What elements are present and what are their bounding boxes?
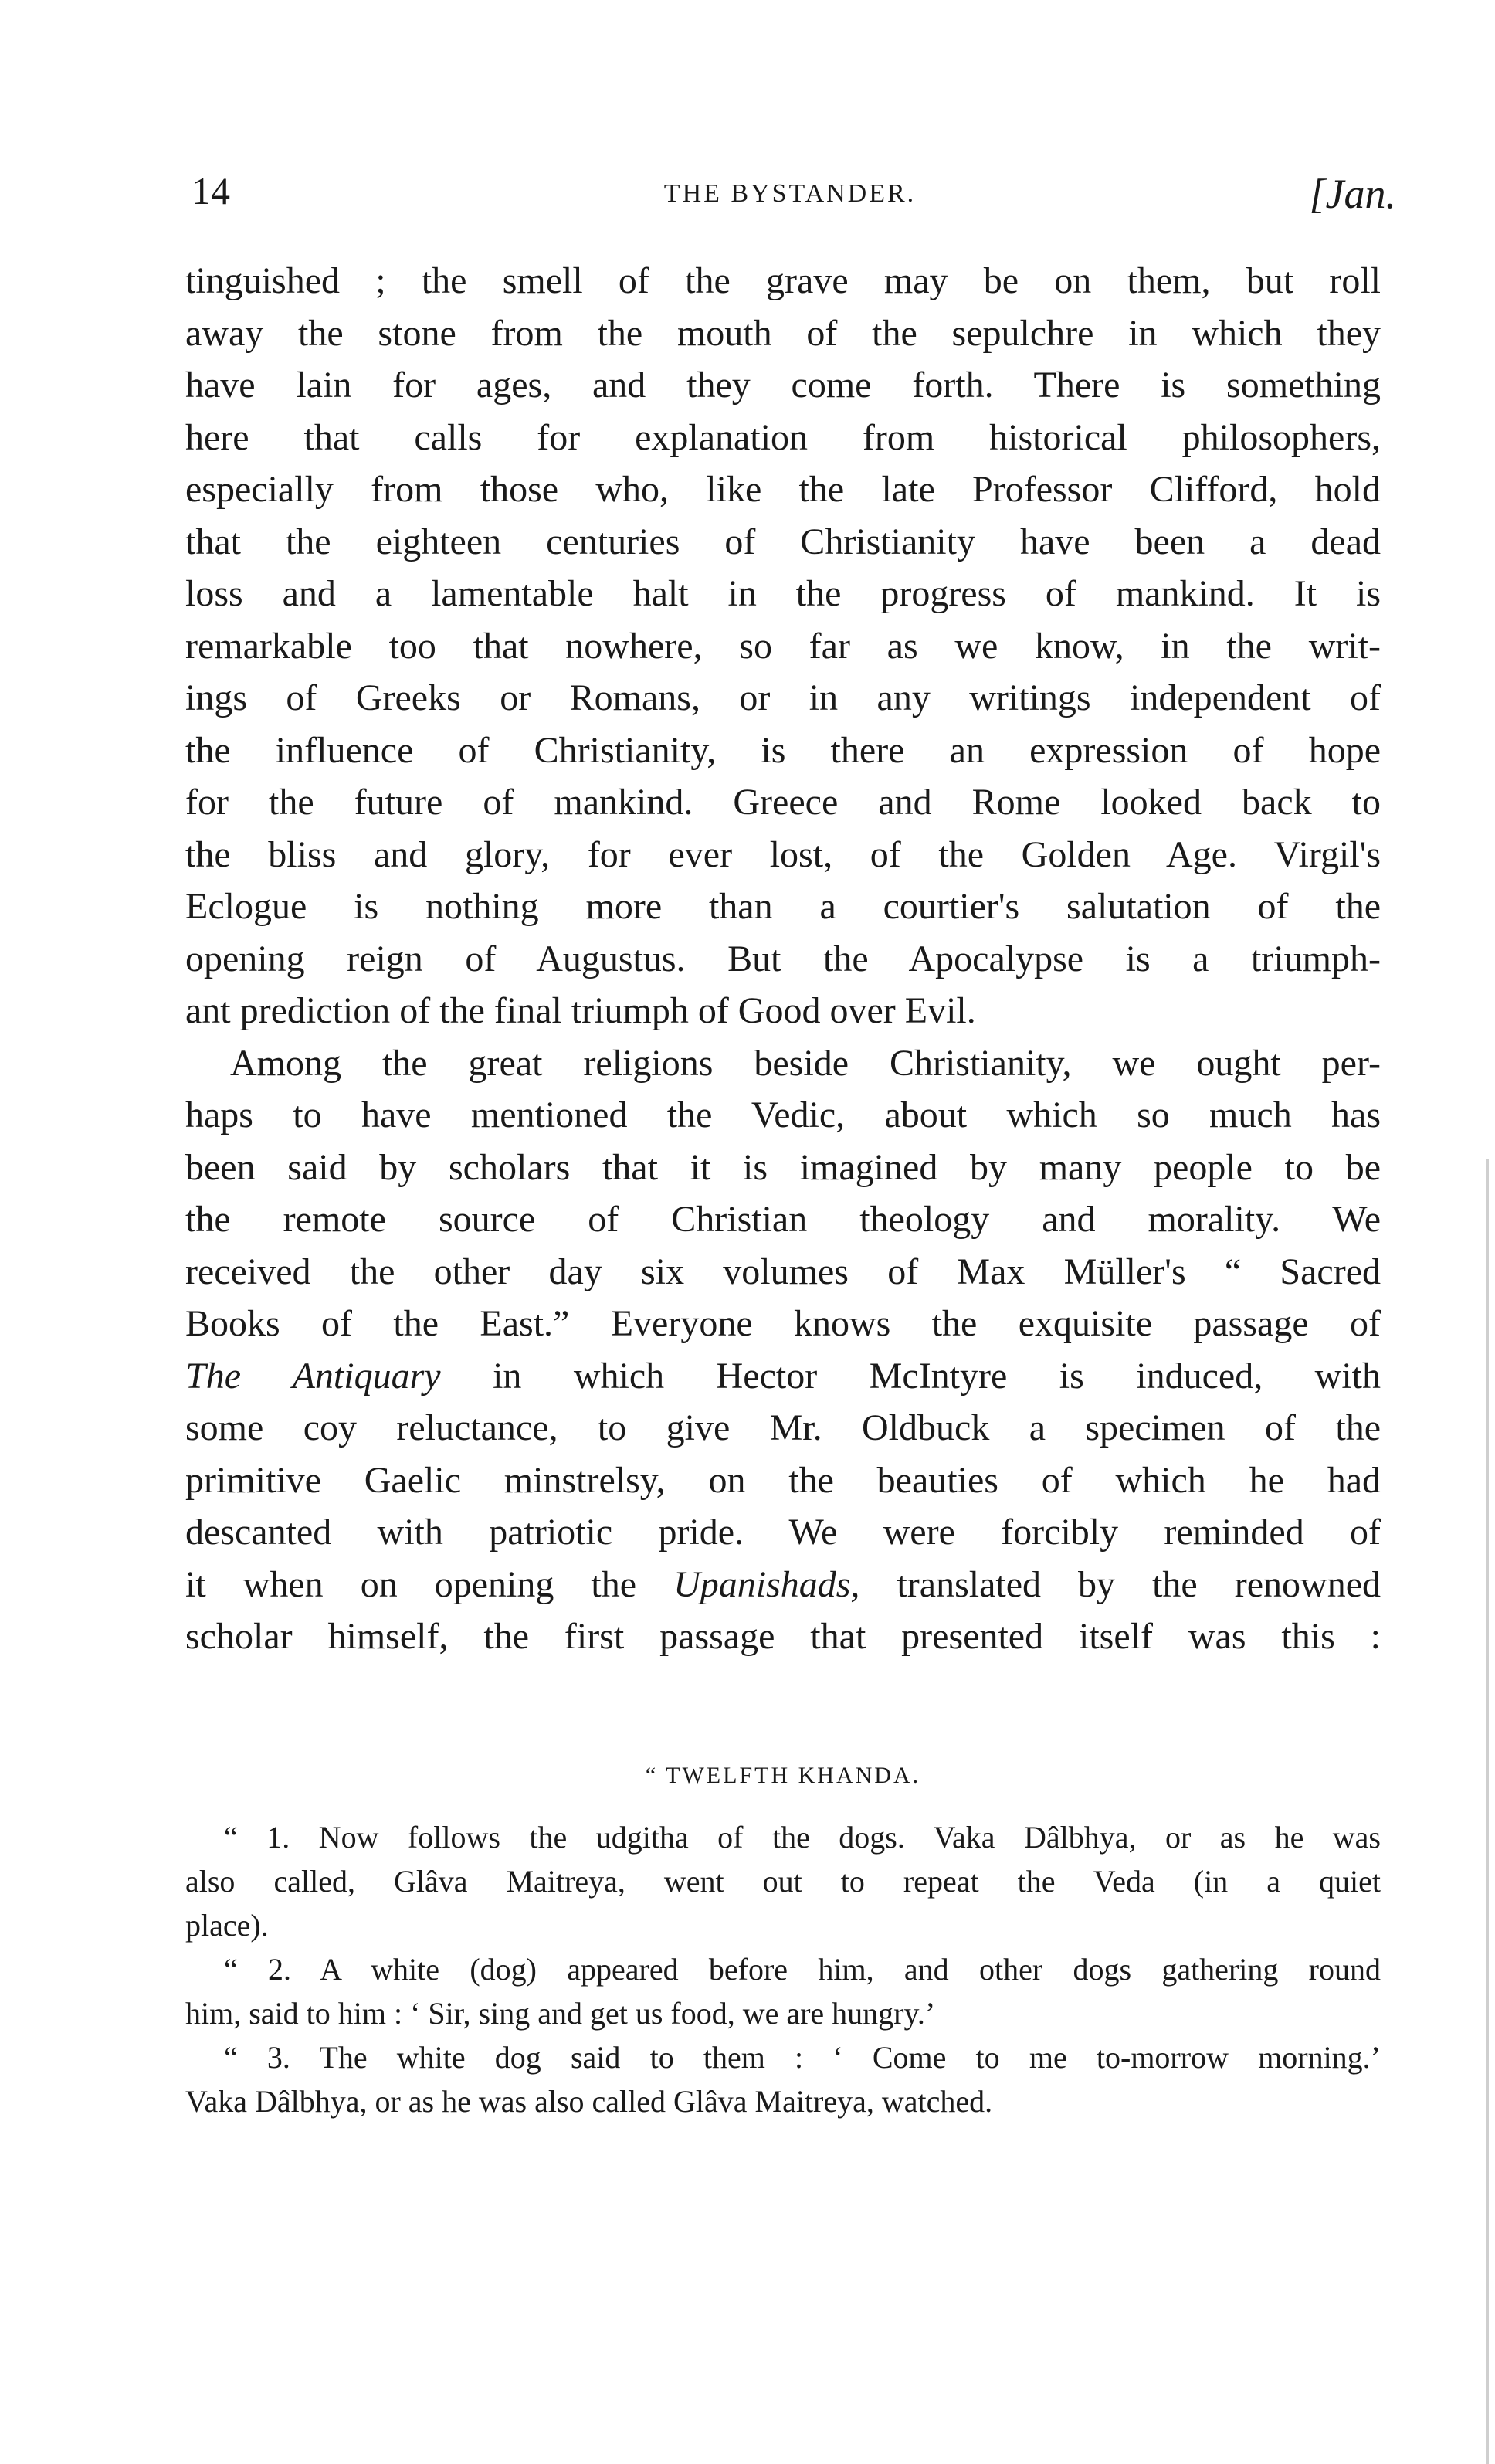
text-line: Eclogue is nothing more than a courtier's salutation of the [185,886,1381,927]
text-line: the influence of Christianity, is there an expression of hope [185,729,1381,771]
page-edge-shadow [1486,1159,1489,2464]
text-fragment: in which Hector McIntyre is induced, with [440,1355,1381,1397]
text-line: that the eighteen centuries of Christianity have been a dead [185,521,1381,562]
text-line: ant prediction of the final triumph of Good over Evil. [185,990,976,1031]
text-line [185,1350,1381,1403]
text-line: some coy reluctance, to give Mr. Oldbuck a specimen of the [185,1407,1381,1448]
text-line: primitive Gaelic minstrelsy, on the beauties of which he had [185,1459,1381,1501]
text-line: descanted with patriotic pride. We were forcibly reminded of [185,1512,1381,1553]
section-heading: “ TWELFTH KHANDA. [645,1763,921,1788]
text-line: have lain for ages, and they come forth. There is something [185,365,1381,406]
text-fragment: translated by the renowned [859,1563,1381,1605]
italic-title-upanishads: Upanishads, [673,1563,860,1605]
text-fragment: it when on opening the [185,1563,674,1605]
text-line: received the other day six volumes of Max Müller's “ Sacred [185,1251,1381,1292]
running-title: THE BYSTANDER. [663,179,917,208]
text-line: scholar himself, the first passage that presented itself was this : [185,1616,1381,1657]
text-line: away the stone from the mouth of the sepulchre in which they [185,312,1381,354]
italic-title-antiquary: The Antiquary [185,1355,441,1397]
text-line: been said by scholars that it is imagined by many people to be [185,1146,1381,1188]
text-line: the bliss and glory, for ever lost, of the Golden Age. Virgil's [185,833,1381,875]
running-date: [Jan. [1309,171,1396,217]
text-line: Among the great religions beside Christianity, we ought per- [230,1042,1381,1084]
text-line: remarkable too that nowhere, so far as we know, in the writ- [185,625,1381,667]
text-line: for the future of mankind. Greece and Rome looked back to [185,782,1381,823]
text-line: opening reign of Augustus. But the Apocalypse is a triumph- [185,938,1381,979]
text-line: Books of the East.” Everyone knows the exquisite passage of [185,1303,1381,1344]
text-line: especially from those who, like the late Professor Clifford, hold [185,469,1381,510]
page-number: 14 [192,169,230,212]
paragraph-1 [185,255,1381,1037]
text-line [185,1559,1381,1611]
body-text [185,255,1381,1663]
page-header [184,168,1396,222]
paragraph-2 [185,1037,1381,1663]
text-line: tinguished ; the smell of the grave may be on them, but roll [185,260,1381,301]
quote-line: also called, Glâva Maitreya, went out to repeat the Veda (in a quiet [185,1864,1381,1899]
quote-line: “ 2. A white (dog) appeared before him, and other dogs gathering round [224,1952,1381,1987]
quote-line: place). [185,1908,269,1943]
quote-line: him, said to him : ‘ Sir, sing and get us food, we are hungry.’ [185,1996,936,2031]
text-line: ings of Greeks or Romans, or in any writings independent of [185,677,1381,718]
text-line: loss and a lamentable halt in the progress of mankind. It is [185,573,1381,614]
text-line: haps to have mentioned the Vedic, about which so much has [185,1095,1381,1135]
text-line: the remote source of Christian theology and morality. We [185,1199,1381,1240]
quote-line: Vaka Dâlbhya, or as he was also called Glâva Maitreya, watched. [185,2084,993,2119]
quote-line: “ 1. Now follows the udgitha of the dogs. Vaka Dâlbhya, or as he was [224,1820,1381,1855]
quoted-passage [185,1815,1381,2123]
text-line: here that calls for explanation from historical philosophers, [185,416,1381,458]
quote-line: “ 3. The white dog said to them : ‘ Come to me to-morrow morning.’ [224,2040,1381,2075]
